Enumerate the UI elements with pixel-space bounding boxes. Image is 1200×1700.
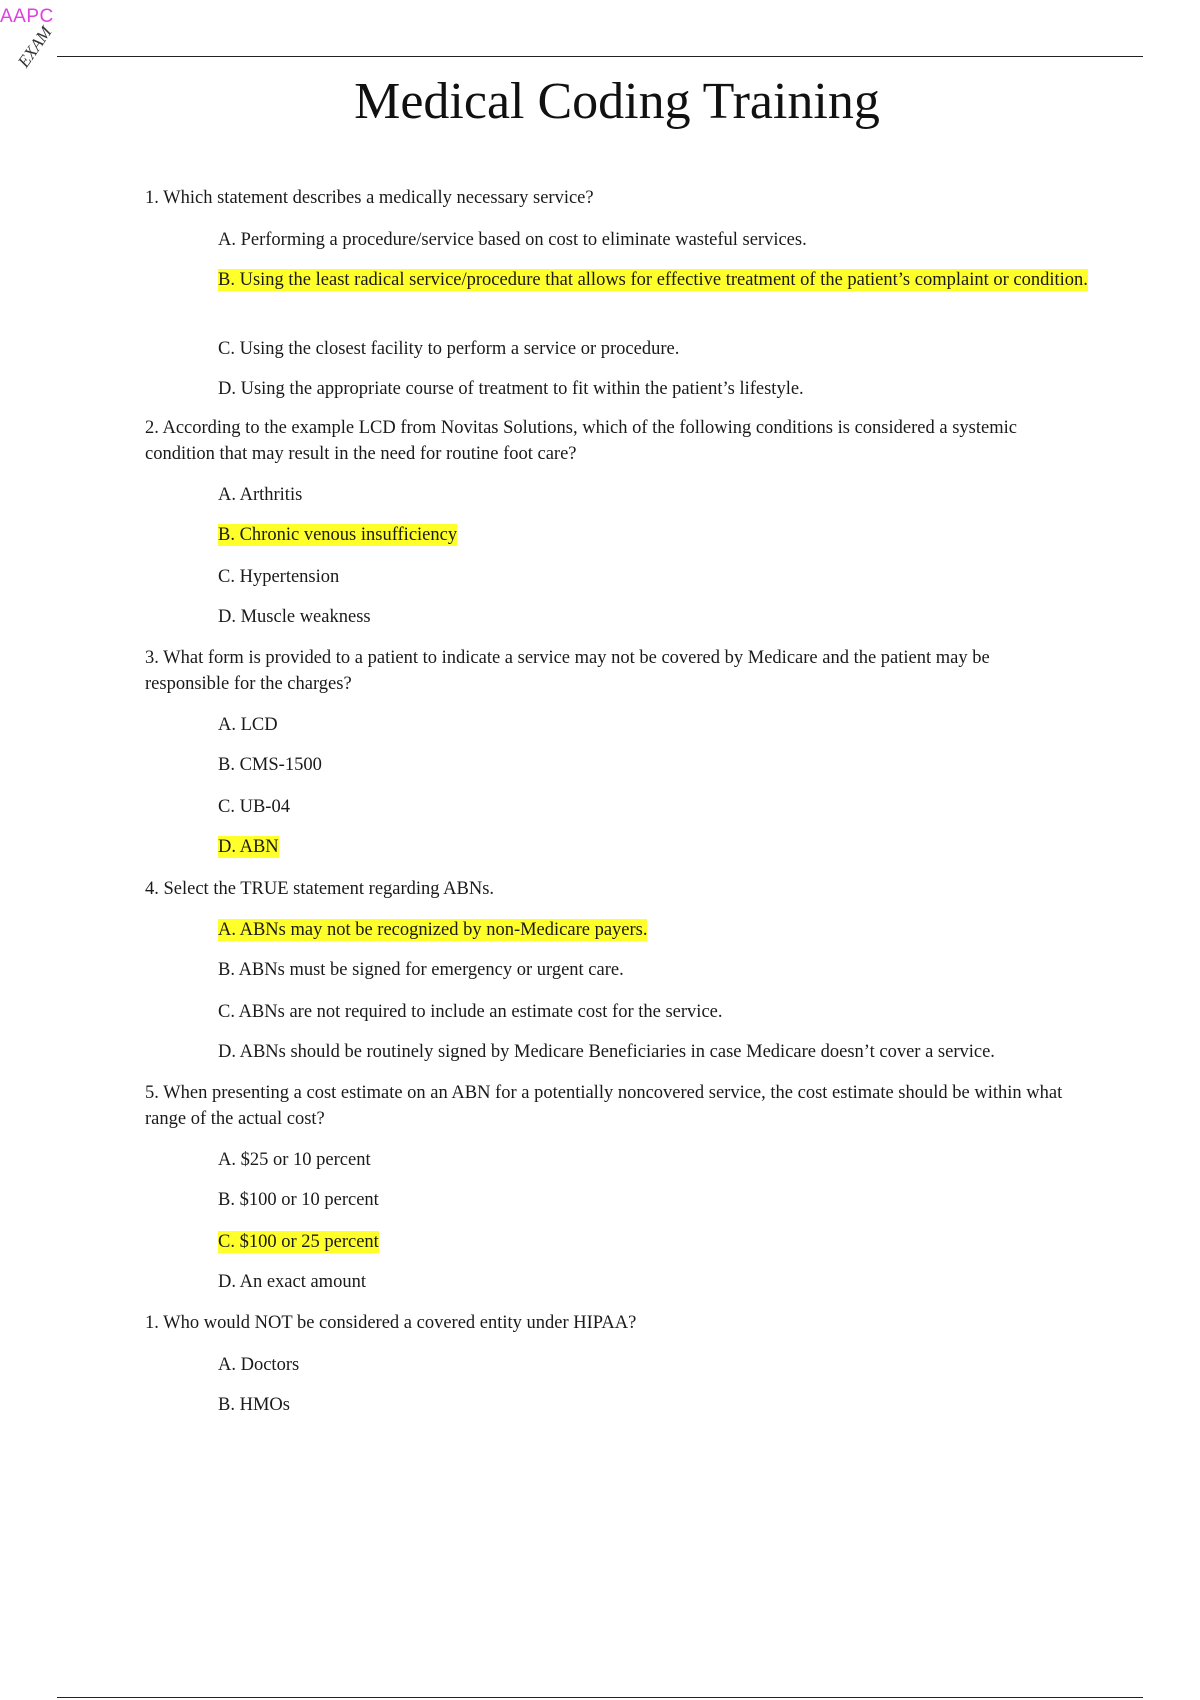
question-1-option-d: D. Using the appropriate course of treatment to fit within the patient’s lifestyle. [218,379,804,399]
question-5-option-b: B. $100 or 10 percent [218,1190,379,1210]
stamp-top-text: AAPC [0,6,54,27]
exam-stamp-logo [0,2,70,71]
question-4-option-c: C. ABNs are not required to include an estimate cost for the service. [218,1002,723,1022]
page-title: Medical Coding Training [354,73,880,130]
question-2-option-d: D. Muscle weakness [218,607,371,627]
question-3-option-d [218,834,279,860]
question-1-text: 1. Which statement describes a medically necessary service? [145,188,594,208]
footer-rule [57,1697,1143,1698]
answer-highlight: B. Using the least radical service/procedure that allows for effective treatment of the patient’s complaint or condition. [218,270,1088,290]
question-5-text: 5. When presenting a cost estimate on an ABN for a potentially noncovered service, the cost estimate should be within what range of the actual cost? [145,1083,1063,1129]
question-6-text: 1. Who would NOT be considered a covered entity under HIPAA? [145,1313,637,1333]
question-2-option-b [218,522,457,548]
question-5-option-d: D. An exact amount [218,1272,366,1292]
question-1-option-c: C. Using the closest facility to perform a service or procedure. [218,339,680,359]
question-6-option-a: A. Doctors [218,1355,300,1375]
question-5-option-c [218,1229,379,1255]
question-1-option-b [218,267,1098,293]
question-4-option-a [218,917,647,943]
answer-highlight: B. Chronic venous insufficiency [218,525,458,545]
question-3-option-a: A. LCD [218,715,278,735]
question-1-option-a: A. Performing a procedure/service based on cost to eliminate wasteful services. [218,230,807,250]
question-3-text: 3. What form is provided to a patient to indicate a service may not be covered by Medicare and the patient may be responsible for the charges? [145,648,990,694]
answer-highlight: D. ABN [218,837,279,857]
question-2-text: 2. According to the example LCD from Novitas Solutions, which of the following conditions is considered a systemic condition that may result in the need for routine foot care? [145,418,1017,464]
answer-highlight: C. $100 or 25 percent [218,1232,379,1252]
question-4-option-b: B. ABNs must be signed for emergency or urgent care. [218,960,624,980]
header-rule [57,56,1143,57]
question-3-option-b: B. CMS-1500 [218,755,322,775]
question-4-text: 4. Select the TRUE statement regarding ABNs. [145,879,495,899]
question-4-option-d: D. ABNs should be routinely signed by Medicare Beneficiaries in case Medicare doesn’t cover a service. [218,1042,995,1062]
stamp-rotated-text: EXAM [14,22,56,71]
question-2-option-a: A. Arthritis [218,485,303,505]
question-2-option-c: C. Hypertension [218,567,340,587]
answer-highlight: A. ABNs may not be recognized by non-Medicare payers. [218,920,648,940]
question-6-option-b: B. HMOs [218,1395,290,1415]
question-5-option-a: A. $25 or 10 percent [218,1150,371,1170]
question-3-option-c: C. UB-04 [218,797,290,817]
